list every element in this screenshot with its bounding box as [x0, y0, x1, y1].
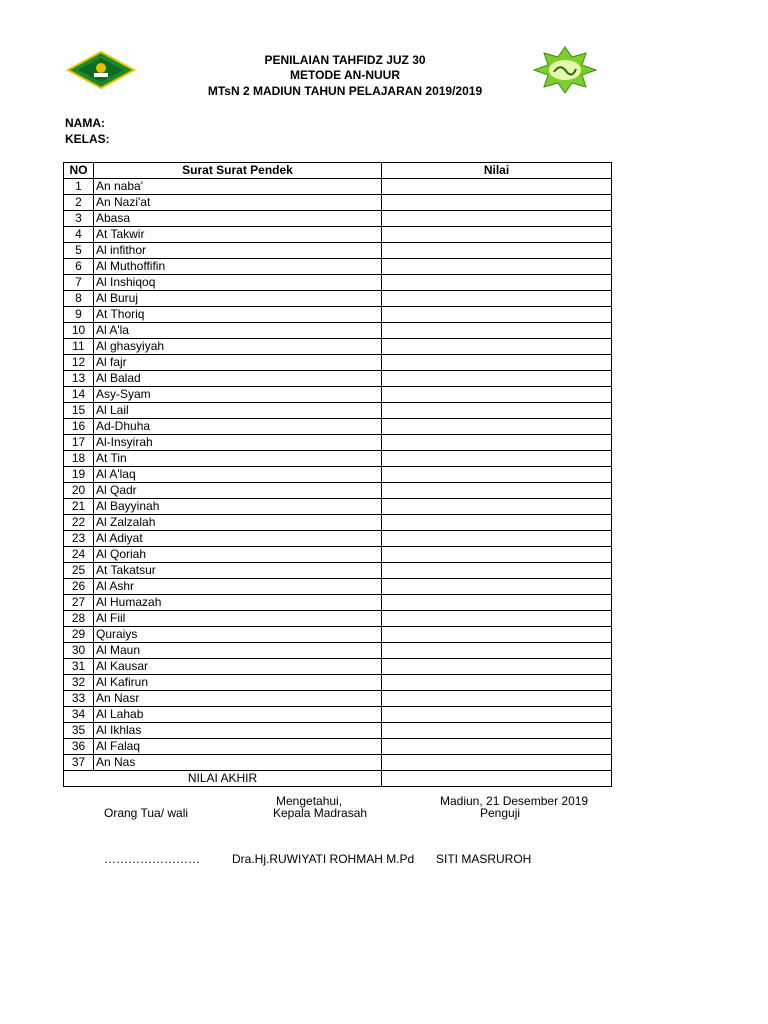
mengetahui-text: Mengetahui, — [276, 794, 343, 808]
table-row — [64, 371, 612, 387]
row-surat: At Thoriq — [94, 307, 382, 323]
row-surat: Abasa — [94, 211, 382, 227]
row-number: 2 — [64, 195, 94, 211]
table-row — [64, 579, 612, 595]
row-surat: Quraiys — [94, 627, 382, 643]
title-line-1: PENILAIAN TAHFIDZ JUZ 30 — [264, 53, 426, 67]
row-number: 21 — [64, 499, 94, 515]
col-no-header: NO — [64, 163, 94, 179]
row-number: 3 — [64, 211, 94, 227]
kepala-name: Dra.Hj.RUWIYATI ROHMAH M.Pd — [232, 852, 415, 866]
table-row — [64, 259, 612, 275]
row-surat: Al A'la — [94, 323, 382, 339]
table-row — [64, 291, 612, 307]
row-number: 9 — [64, 307, 94, 323]
row-surat: An Nazi'at — [94, 195, 382, 211]
table-row — [64, 595, 612, 611]
row-surat: Al Qoriah — [94, 547, 382, 563]
row-nilai — [382, 355, 612, 371]
row-surat: Al Ikhlas — [94, 723, 382, 739]
row-nilai — [382, 467, 612, 483]
row-number: 35 — [64, 723, 94, 739]
row-nilai — [382, 243, 612, 259]
row-number: 1 — [64, 179, 94, 195]
row-nilai — [382, 563, 612, 579]
row-nilai — [382, 723, 612, 739]
row-number: 22 — [64, 515, 94, 531]
row-surat: Al A'laq — [94, 467, 382, 483]
table-header-row — [64, 163, 612, 179]
row-number: 37 — [64, 755, 94, 771]
final-row — [64, 771, 612, 787]
row-number: 14 — [64, 387, 94, 403]
table-row — [64, 563, 612, 579]
row-number: 24 — [64, 547, 94, 563]
row-nilai — [382, 659, 612, 675]
row-surat: Al Balad — [94, 371, 382, 387]
place-date: Madiun, 21 Desember 2019 — [440, 794, 589, 808]
row-nilai — [382, 739, 612, 755]
table-row — [64, 691, 612, 707]
row-nilai — [382, 371, 612, 387]
title-line-3: MTsN 2 MADIUN TAHUN PELAJARAN 2019/2019 — [207, 84, 483, 98]
row-nilai — [382, 259, 612, 275]
row-number: 10 — [64, 323, 94, 339]
table-row — [64, 403, 612, 419]
table-body — [64, 179, 612, 771]
row-nilai — [382, 643, 612, 659]
row-surat: An Nas — [94, 755, 382, 771]
row-number: 31 — [64, 659, 94, 675]
row-nilai — [382, 227, 612, 243]
table-row — [64, 515, 612, 531]
col-nilai-header: Nilai — [382, 163, 612, 179]
row-nilai — [382, 627, 612, 643]
row-surat: Al Bayyinah — [94, 499, 382, 515]
row-surat: Al Zalzalah — [94, 515, 382, 531]
row-surat: Al infithor — [94, 243, 382, 259]
table-row — [64, 739, 612, 755]
row-number: 29 — [64, 627, 94, 643]
table-row — [64, 547, 612, 563]
col-surat-header: Surat Surat Pendek — [94, 163, 382, 179]
table-row — [64, 179, 612, 195]
table-row — [64, 227, 612, 243]
row-surat: Al Lail — [94, 403, 382, 419]
row-nilai — [382, 435, 612, 451]
table-row — [64, 355, 612, 371]
table-row — [64, 659, 612, 675]
row-number: 18 — [64, 451, 94, 467]
row-number: 19 — [64, 467, 94, 483]
row-nilai — [382, 595, 612, 611]
row-nilai — [382, 291, 612, 307]
kepala-label: Kepala Madrasah — [273, 806, 368, 820]
row-surat: Al-Insyirah — [94, 435, 382, 451]
row-nilai — [382, 499, 612, 515]
row-nilai — [382, 211, 612, 227]
row-surat: Al Muthoffifin — [94, 259, 382, 275]
row-number: 12 — [64, 355, 94, 371]
row-nilai — [382, 515, 612, 531]
table-row — [64, 675, 612, 691]
row-nilai — [382, 611, 612, 627]
row-surat: At Takatsur — [94, 563, 382, 579]
row-number: 34 — [64, 707, 94, 723]
row-number: 32 — [64, 675, 94, 691]
table-row — [64, 419, 612, 435]
score-table — [63, 162, 612, 787]
row-number: 33 — [64, 691, 94, 707]
penguji-label: Penguji — [480, 806, 521, 820]
row-number: 7 — [64, 275, 94, 291]
row-nilai — [382, 451, 612, 467]
row-nilai — [382, 579, 612, 595]
row-nilai — [382, 707, 612, 723]
table-row — [64, 643, 612, 659]
row-number: 13 — [64, 371, 94, 387]
row-surat: Al Qadr — [94, 483, 382, 499]
table-row — [64, 627, 612, 643]
kemenag-logo — [66, 50, 136, 90]
orang-tua-label: Orang Tua/ wali — [104, 806, 189, 820]
table-row — [64, 435, 612, 451]
row-nilai — [382, 531, 612, 547]
row-nilai — [382, 275, 612, 291]
orang-tua-signature-line: …………………… — [104, 852, 200, 866]
row-number: 16 — [64, 419, 94, 435]
row-number: 17 — [64, 435, 94, 451]
table-row — [64, 339, 612, 355]
table-row — [64, 275, 612, 291]
row-nilai — [382, 307, 612, 323]
nuur-logo — [530, 45, 600, 95]
row-number: 30 — [64, 643, 94, 659]
row-number: 8 — [64, 291, 94, 307]
row-number: 26 — [64, 579, 94, 595]
row-surat: Al Kausar — [94, 659, 382, 675]
row-number: 4 — [64, 227, 94, 243]
row-surat: An Nasr — [94, 691, 382, 707]
row-surat: Al Buruj — [94, 291, 382, 307]
row-surat: Al Ashr — [94, 579, 382, 595]
table-row — [64, 467, 612, 483]
row-nilai — [382, 403, 612, 419]
row-surat: Al Kafirun — [94, 675, 382, 691]
table-row — [64, 707, 612, 723]
table-row — [64, 307, 612, 323]
final-label: NILAI AKHIR — [64, 771, 382, 787]
row-surat: Al Humazah — [94, 595, 382, 611]
table-row — [64, 531, 612, 547]
row-surat: An naba' — [94, 179, 382, 195]
nama-label: NAMA: — [65, 116, 105, 130]
row-number: 28 — [64, 611, 94, 627]
penguji-name: SITI MASRUROH — [436, 852, 532, 866]
table-row — [64, 451, 612, 467]
row-number: 27 — [64, 595, 94, 611]
table-row — [64, 387, 612, 403]
row-number: 11 — [64, 339, 94, 355]
row-surat: Al Lahab — [94, 707, 382, 723]
table-row — [64, 723, 612, 739]
row-number: 25 — [64, 563, 94, 579]
row-number: 36 — [64, 739, 94, 755]
row-surat: Al Inshiqoq — [94, 275, 382, 291]
row-surat: Al Falaq — [94, 739, 382, 755]
row-nilai — [382, 755, 612, 771]
table-row — [64, 243, 612, 259]
row-surat: Ad-Dhuha — [94, 419, 382, 435]
row-surat: Al Adiyat — [94, 531, 382, 547]
table-row — [64, 755, 612, 771]
row-nilai — [382, 419, 612, 435]
row-surat: Al Fiil — [94, 611, 382, 627]
table-row — [64, 323, 612, 339]
row-nilai — [382, 179, 612, 195]
row-surat: Al ghasyiyah — [94, 339, 382, 355]
title-line-2: METODE AN-NUUR — [290, 68, 400, 82]
row-surat: Al Maun — [94, 643, 382, 659]
row-nilai — [382, 691, 612, 707]
row-number: 20 — [64, 483, 94, 499]
row-surat: Asy-Syam — [94, 387, 382, 403]
row-nilai — [382, 675, 612, 691]
row-nilai — [382, 339, 612, 355]
row-surat: At Takwir — [94, 227, 382, 243]
kelas-label: KELAS: — [65, 132, 110, 146]
table-row — [64, 483, 612, 499]
table-row — [64, 195, 612, 211]
final-value-cell — [382, 771, 612, 787]
row-nilai — [382, 547, 612, 563]
row-number: 6 — [64, 259, 94, 275]
row-nilai — [382, 195, 612, 211]
row-number: 15 — [64, 403, 94, 419]
row-nilai — [382, 483, 612, 499]
table-row — [64, 499, 612, 515]
row-number: 23 — [64, 531, 94, 547]
row-number: 5 — [64, 243, 94, 259]
row-surat: At Tin — [94, 451, 382, 467]
row-nilai — [382, 387, 612, 403]
row-surat: Al fajr — [94, 355, 382, 371]
row-nilai — [382, 323, 612, 339]
table-row — [64, 611, 612, 627]
table-row — [64, 211, 612, 227]
